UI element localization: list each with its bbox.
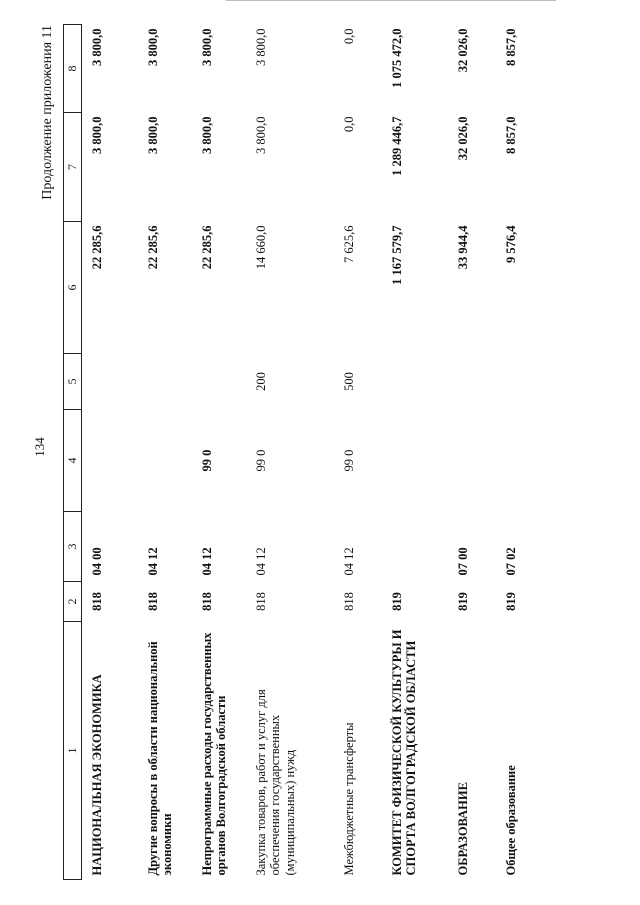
cell-ministry: 818	[90, 592, 104, 611]
cell-expense-type	[448, 354, 496, 410]
cell-expense-type	[192, 354, 246, 410]
table-row	[246, 25, 334, 880]
header-row	[64, 25, 82, 880]
cell-year3: 0,0	[341, 28, 356, 45]
cell-section: 04 12	[145, 547, 160, 576]
cell-target: 99 0	[253, 449, 268, 472]
row-name: Непрограммные расходы государственных органов Волгоградской области	[199, 632, 229, 876]
table-row	[334, 25, 382, 880]
cell-target	[138, 410, 192, 512]
table-row	[192, 25, 246, 880]
cell-year2: 0,0	[341, 116, 356, 133]
cell-target	[448, 410, 496, 512]
cell-expense-type	[138, 354, 192, 410]
cell-year2: 3 800,0	[199, 116, 214, 154]
col-header: 6	[64, 222, 82, 354]
cell-section: 04 00	[90, 547, 104, 576]
cell-target	[82, 410, 138, 512]
table-row	[448, 25, 496, 880]
cell-section: 07 02	[503, 547, 518, 576]
cell-year1: 33 944,4	[455, 225, 470, 270]
table-row	[496, 25, 548, 880]
cell-year3: 3 800,0	[90, 28, 104, 66]
rotated-page	[38, 25, 548, 880]
row-name: Межбюджетные трансферты	[341, 722, 356, 876]
cell-year2: 3 800,0	[253, 116, 268, 154]
cell-year3: 3 800,0	[199, 28, 214, 66]
budget-table	[63, 24, 548, 880]
cell-section: 07 00	[455, 547, 470, 576]
cell-section: 04 12	[253, 547, 268, 576]
cell-target: 99 0	[341, 449, 356, 472]
cell-section: 04 12	[341, 547, 356, 576]
col-header: 7	[64, 113, 82, 222]
row-name: Закупка товаров, работ и услуг для обеспечения государственных (муниципальных) нужд	[253, 689, 297, 876]
cell-ministry: 818	[253, 592, 268, 611]
cell-expense-type: 200	[253, 372, 268, 391]
cell-year1: 1 167 579,7	[389, 225, 404, 285]
cell-year3: 8 857,0	[503, 28, 518, 66]
col-header: 1	[64, 622, 82, 880]
page-number: 134	[32, 437, 47, 457]
row-name: Другие вопросы в области национальной экономики	[145, 641, 175, 876]
cell-year2: 1 289 446,7	[389, 116, 404, 176]
col-header: 2	[64, 582, 82, 622]
table-row	[382, 25, 448, 880]
cell-expense-type	[496, 354, 548, 410]
cell-year2: 3 800,0	[90, 116, 104, 154]
col-header: 4	[64, 410, 82, 512]
cell-year2: 3 800,0	[145, 116, 160, 154]
cell-year1: 7 625,6	[341, 225, 356, 263]
cell-year1: 22 285,6	[145, 225, 160, 270]
cell-expense-type: 500	[341, 372, 356, 391]
cell-year3: 32 026,0	[455, 28, 470, 73]
cell-expense-type	[382, 354, 448, 410]
cell-target: 99 0	[199, 449, 214, 472]
row-name: НАЦИОНАЛЬНАЯ ЭКОНОМИКА	[90, 674, 104, 876]
cell-target	[496, 410, 548, 512]
row-name: КОМИТЕТ ФИЗИЧЕСКОЙ КУЛЬТУРЫ И СПОРТА ВОЛГОГРАДСКОЙ ОБЛАСТИ	[389, 629, 419, 876]
table-row	[138, 25, 192, 880]
col-header: 8	[64, 25, 82, 113]
cell-ministry: 818	[145, 592, 160, 611]
top-edge-line	[226, 0, 556, 1]
cell-expense-type	[82, 354, 138, 410]
cell-year3: 3 800,0	[253, 28, 268, 66]
cell-ministry: 819	[503, 592, 518, 611]
col-header: 5	[64, 354, 82, 410]
cell-year1: 9 576,4	[503, 225, 518, 263]
cell-ministry: 818	[341, 592, 356, 611]
cell-target	[382, 410, 448, 512]
cell-ministry: 819	[389, 592, 404, 611]
row-name: Общее образование	[503, 765, 518, 876]
cell-year1: 22 285,6	[199, 225, 214, 270]
table-row	[82, 25, 138, 880]
cell-ministry: 818	[199, 592, 214, 611]
cell-year1: 14 660,0	[253, 225, 268, 270]
cell-section	[382, 512, 448, 582]
cell-year1: 22 285,6	[90, 225, 104, 270]
cell-section: 04 12	[199, 547, 214, 576]
cell-year2: 32 026,0	[455, 116, 470, 161]
cell-year3: 1 075 472,0	[389, 28, 404, 88]
col-header: 3	[64, 512, 82, 582]
cell-year3: 3 800,0	[145, 28, 160, 66]
cell-year2: 8 857,0	[503, 116, 518, 154]
cell-ministry: 819	[455, 592, 470, 611]
row-name: ОБРАЗОВАНИЕ	[455, 782, 470, 876]
appendix-caption: Продолжение приложения 11	[40, 25, 55, 200]
